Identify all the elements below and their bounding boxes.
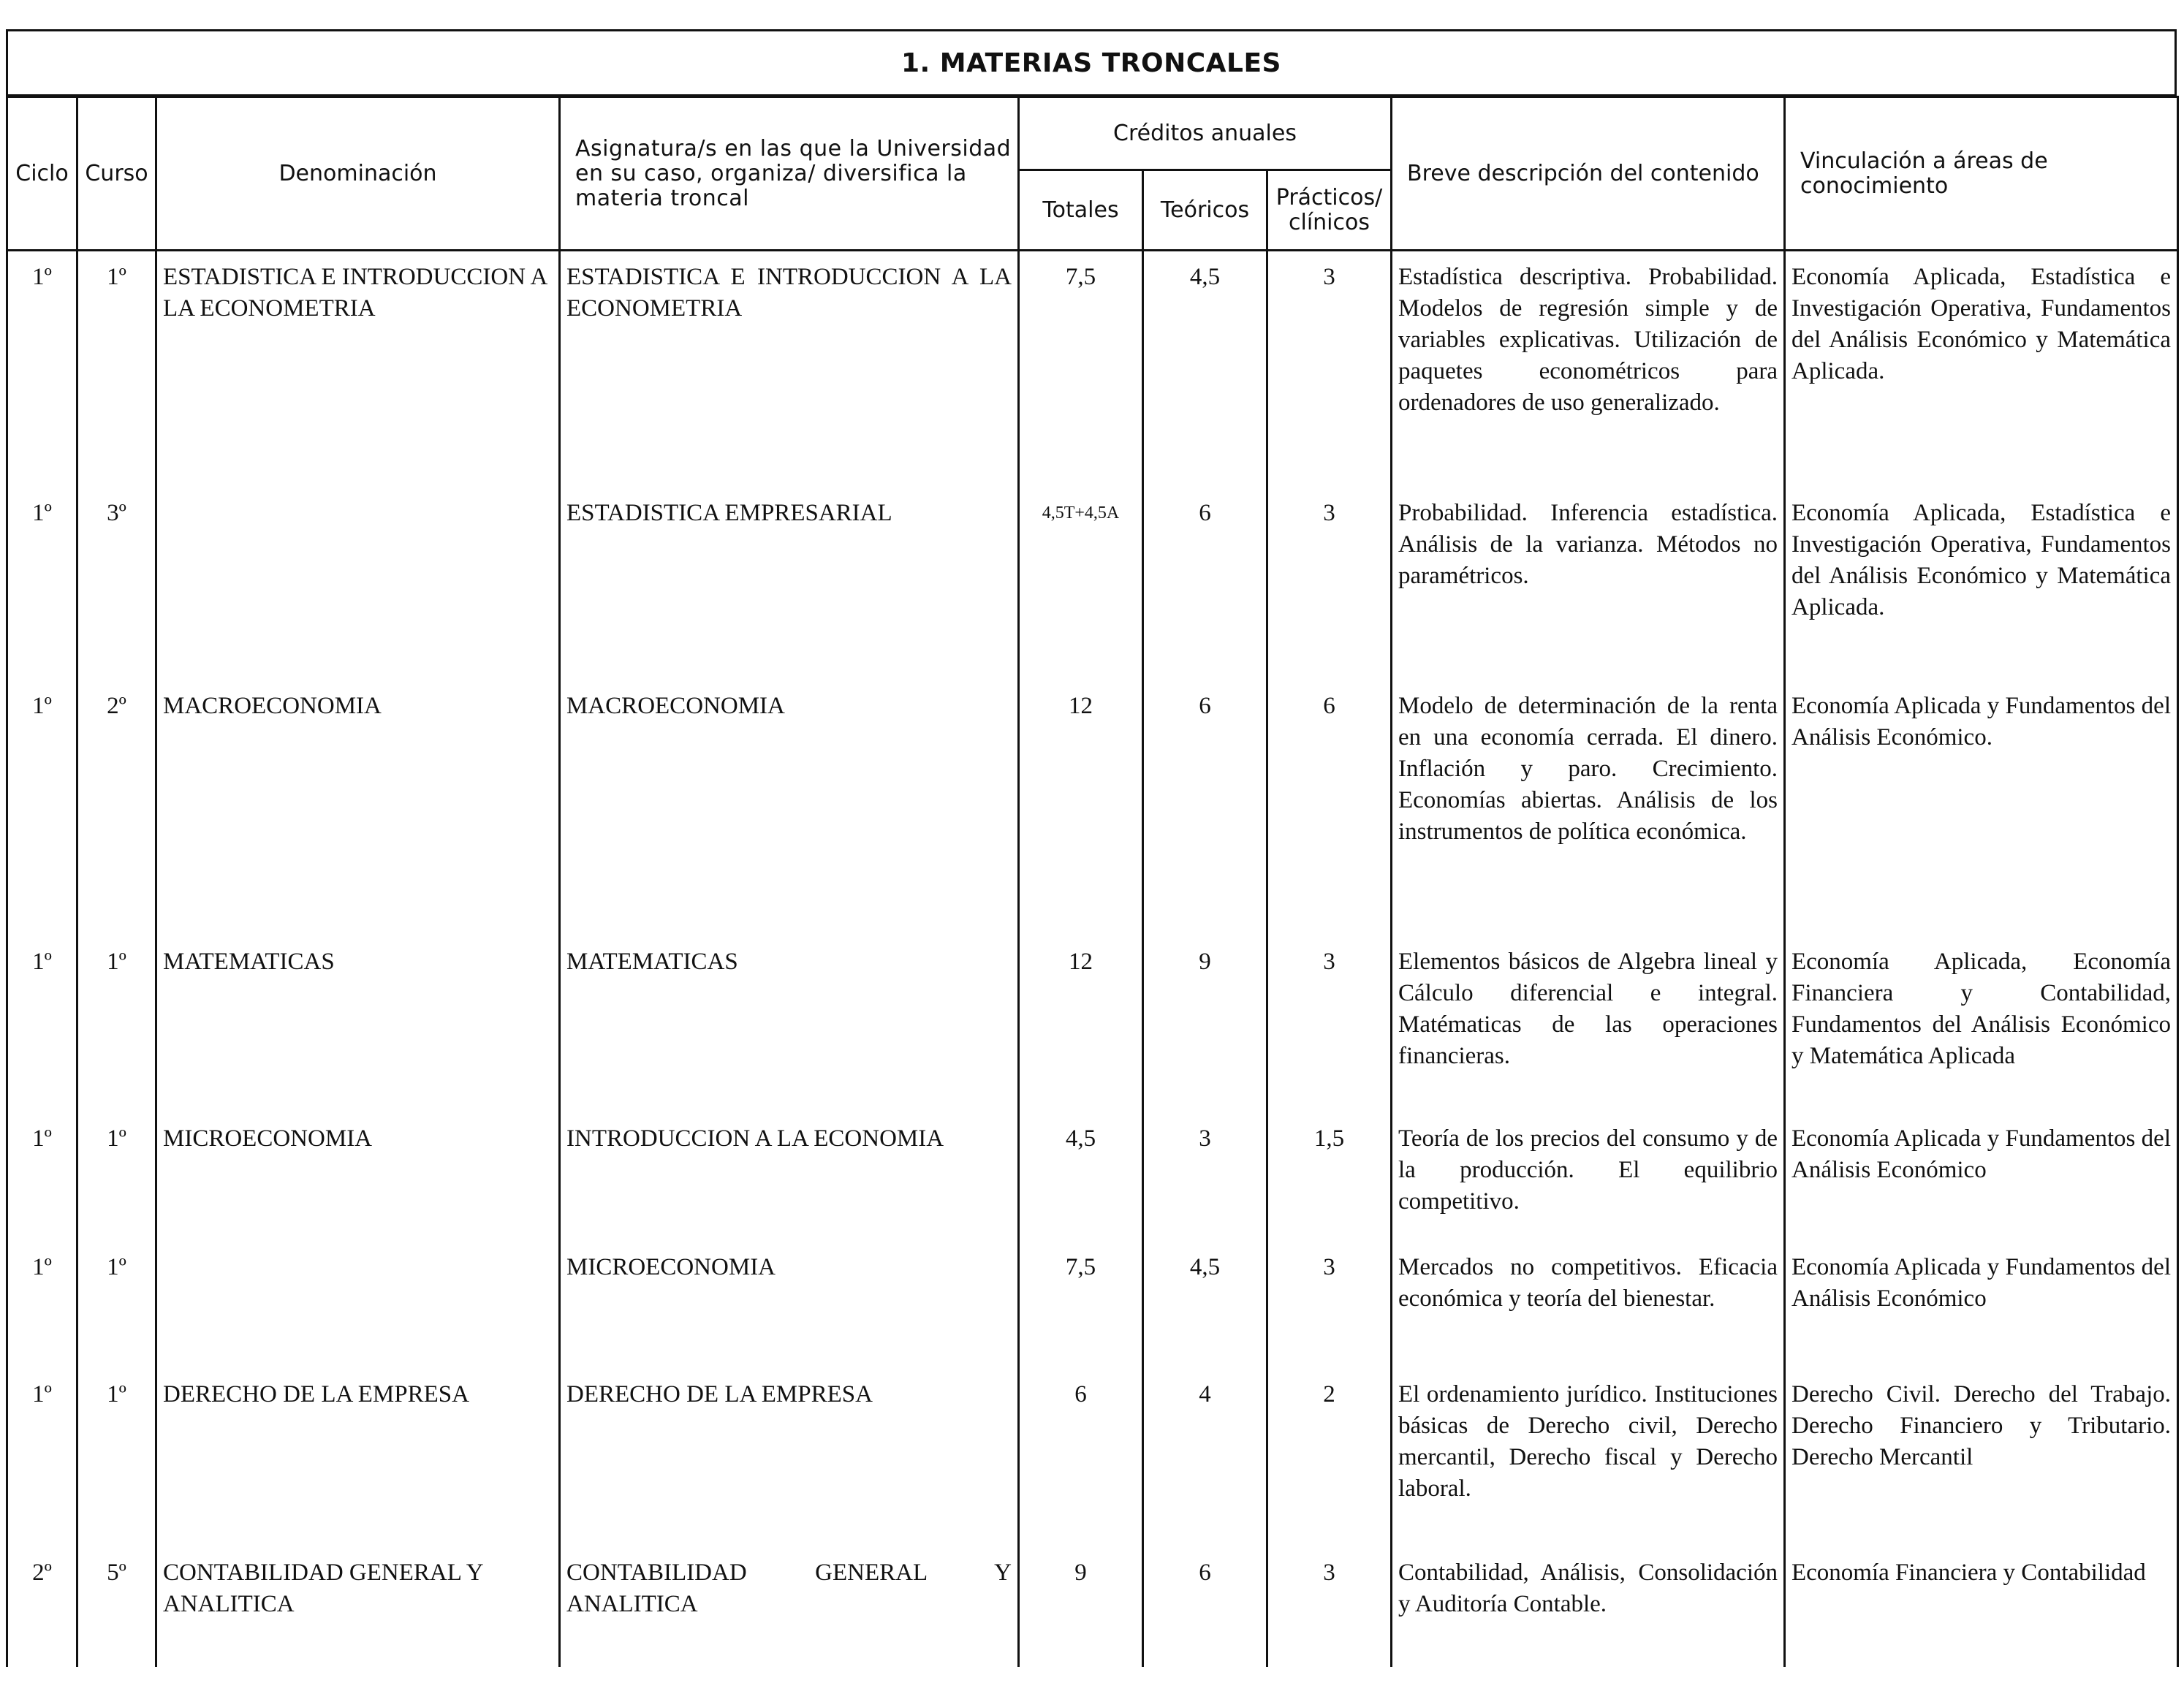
cell-ciclo: 1º bbox=[7, 946, 77, 1123]
cell-ciclo: 1º bbox=[7, 251, 77, 498]
header-asignaturas: Asignatura/s en las que la Universidad en su caso, organiza/ diversifica la materia troncal bbox=[560, 97, 1019, 251]
cell-practicos: 3 bbox=[1267, 946, 1392, 1123]
cell-asignatura: INTRODUCCION A LA ECONOMIA bbox=[560, 1123, 1019, 1252]
header-totales: Totales bbox=[1019, 170, 1143, 251]
cell-denominacion: DERECHO DE LA EMPRESA bbox=[156, 1379, 560, 1557]
cell-practicos: 6 bbox=[1267, 691, 1392, 946]
cell-denominacion bbox=[156, 1252, 560, 1379]
cell-totales: 4,5 bbox=[1019, 1123, 1143, 1252]
section-title: 1. MATERIAS TRONCALES bbox=[6, 29, 2177, 96]
cell-descripcion: Elementos básicos de Algebra lineal y Cálculo diferencial e integral. Matématicas de las operaciones financieras. bbox=[1392, 946, 1785, 1123]
cell-curso: 3º bbox=[77, 498, 156, 691]
cell-teoricos: 4 bbox=[1143, 1379, 1267, 1557]
table-row bbox=[7, 1123, 2178, 1252]
cell-ciclo: 1º bbox=[7, 498, 77, 691]
cell-ciclo: 2º bbox=[7, 1557, 77, 1667]
cell-curso: 1º bbox=[77, 1379, 156, 1557]
materias-table bbox=[6, 96, 2179, 1667]
cell-curso: 5º bbox=[77, 1557, 156, 1667]
cell-denominacion bbox=[156, 498, 560, 691]
cell-totales: 12 bbox=[1019, 946, 1143, 1123]
cell-asignatura: ESTADISTICA E INTRODUCCION A LA ECONOMETRIA bbox=[560, 251, 1019, 498]
cell-asignatura: MATEMATICAS bbox=[560, 946, 1019, 1123]
cell-teoricos: 9 bbox=[1143, 946, 1267, 1123]
cell-teoricos: 6 bbox=[1143, 691, 1267, 946]
cell-curso: 1º bbox=[77, 1123, 156, 1252]
cell-practicos: 3 bbox=[1267, 1252, 1392, 1379]
table-row bbox=[7, 498, 2178, 691]
cell-totales: 6 bbox=[1019, 1379, 1143, 1557]
cell-totales: 7,5 bbox=[1019, 251, 1143, 498]
cell-vinculacion: Economía Aplicada, Economía Financiera y Contabilidad, Fundamentos del Análisis Económico y Matemática Aplicada bbox=[1785, 946, 2178, 1123]
header-teoricos: Teóricos bbox=[1143, 170, 1267, 251]
cell-vinculacion: Economía Aplicada, Estadística e Investigación Operativa, Fundamentos del Análisis Económico y Matemática Aplicada. bbox=[1785, 251, 2178, 498]
table-row bbox=[7, 1379, 2178, 1557]
header-curso: Curso bbox=[77, 97, 156, 251]
cell-curso: 2º bbox=[77, 691, 156, 946]
cell-ciclo: 1º bbox=[7, 1123, 77, 1252]
table-row bbox=[7, 946, 2178, 1123]
cell-denominacion: MICROECONOMIA bbox=[156, 1123, 560, 1252]
cell-vinculacion: Derecho Civil. Derecho del Trabajo. Derecho Financiero y Tributario. Derecho Mercantil bbox=[1785, 1379, 2178, 1557]
cell-totales: 4,5T+4,5A bbox=[1019, 498, 1143, 691]
cell-descripcion: Modelo de determinación de la renta en una economía cerrada. El dinero. Inflación y paro. Crecimiento. Economías abiertas. Análisis de los instrumentos de política económica. bbox=[1392, 691, 1785, 946]
cell-curso: 1º bbox=[77, 1252, 156, 1379]
cell-asignatura: CONTABILIDAD GENERAL Y ANALITICA bbox=[560, 1557, 1019, 1667]
cell-descripcion: Mercados no competitivos. Eficacia económica y teoría del bienestar. bbox=[1392, 1252, 1785, 1379]
cell-descripcion: Contabilidad, Análisis, Consolidación y Auditoría Contable. bbox=[1392, 1557, 1785, 1667]
table-row bbox=[7, 691, 2178, 946]
cell-asignatura: MACROECONOMIA bbox=[560, 691, 1019, 946]
cell-asignatura: ESTADISTICA EMPRESARIAL bbox=[560, 498, 1019, 691]
cell-ciclo: 1º bbox=[7, 1379, 77, 1557]
cell-totales: 12 bbox=[1019, 691, 1143, 946]
header-denominacion: Denominación bbox=[156, 97, 560, 251]
header-practicos: Prácticos/ clínicos bbox=[1267, 170, 1392, 251]
cell-practicos: 2 bbox=[1267, 1379, 1392, 1557]
cell-teoricos: 4,5 bbox=[1143, 251, 1267, 498]
header-ciclo: Ciclo bbox=[7, 97, 77, 251]
cell-curso: 1º bbox=[77, 251, 156, 498]
cell-denominacion: MACROECONOMIA bbox=[156, 691, 560, 946]
cell-teoricos: 4,5 bbox=[1143, 1252, 1267, 1379]
header-creditos: Créditos anuales bbox=[1019, 97, 1392, 170]
cell-asignatura: MICROECONOMIA bbox=[560, 1252, 1019, 1379]
cell-teoricos: 3 bbox=[1143, 1123, 1267, 1252]
cell-totales: 9 bbox=[1019, 1557, 1143, 1667]
cell-totales: 7,5 bbox=[1019, 1252, 1143, 1379]
cell-descripcion: Probabilidad. Inferencia estadística. Análisis de la varianza. Métodos no paramétricos. bbox=[1392, 498, 1785, 691]
cell-asignatura: DERECHO DE LA EMPRESA bbox=[560, 1379, 1019, 1557]
table-row bbox=[7, 251, 2178, 498]
cell-descripcion: El ordenamiento jurídico. Instituciones básicas de Derecho civil, Derecho mercantil, Derecho fiscal y Derecho laboral. bbox=[1392, 1379, 1785, 1557]
cell-denominacion: ESTADISTICA E INTRODUCCION A LA ECONOMETRIA bbox=[156, 251, 560, 498]
cell-practicos: 1,5 bbox=[1267, 1123, 1392, 1252]
cell-vinculacion: Economía Aplicada y Fundamentos del Análisis Económico bbox=[1785, 1123, 2178, 1252]
cell-curso: 1º bbox=[77, 946, 156, 1123]
cell-practicos: 3 bbox=[1267, 251, 1392, 498]
cell-practicos: 3 bbox=[1267, 1557, 1392, 1667]
cell-practicos: 3 bbox=[1267, 498, 1392, 691]
cell-denominacion: MATEMATICAS bbox=[156, 946, 560, 1123]
cell-vinculacion: Economía Aplicada y Fundamentos del Análisis Económico bbox=[1785, 1252, 2178, 1379]
cell-teoricos: 6 bbox=[1143, 498, 1267, 691]
cell-vinculacion: Economía Financiera y Contabilidad bbox=[1785, 1557, 2178, 1667]
cell-ciclo: 1º bbox=[7, 1252, 77, 1379]
cell-teoricos: 6 bbox=[1143, 1557, 1267, 1667]
cell-descripcion: Estadística descriptiva. Probabilidad. Modelos de regresión simple y de variables explicativas. Utilización de paquetes econométricos para ordenadores de uso generalizado. bbox=[1392, 251, 1785, 498]
cell-vinculacion: Economía Aplicada y Fundamentos del Análisis Económico. bbox=[1785, 691, 2178, 946]
table-row bbox=[7, 1252, 2178, 1379]
cell-denominacion: CONTABILIDAD GENERAL Y ANALITICA bbox=[156, 1557, 560, 1667]
table-row bbox=[7, 1557, 2178, 1667]
cell-ciclo: 1º bbox=[7, 691, 77, 946]
header-descripcion: Breve descripción del contenido bbox=[1392, 97, 1785, 251]
cell-descripcion: Teoría de los precios del consumo y de la producción. El equilibrio competitivo. bbox=[1392, 1123, 1785, 1252]
cell-vinculacion: Economía Aplicada, Estadística e Investigación Operativa, Fundamentos del Análisis Económico y Matemática Aplicada. bbox=[1785, 498, 2178, 691]
header-vinculacion: Vinculación a áreas de conocimiento bbox=[1785, 97, 2178, 251]
